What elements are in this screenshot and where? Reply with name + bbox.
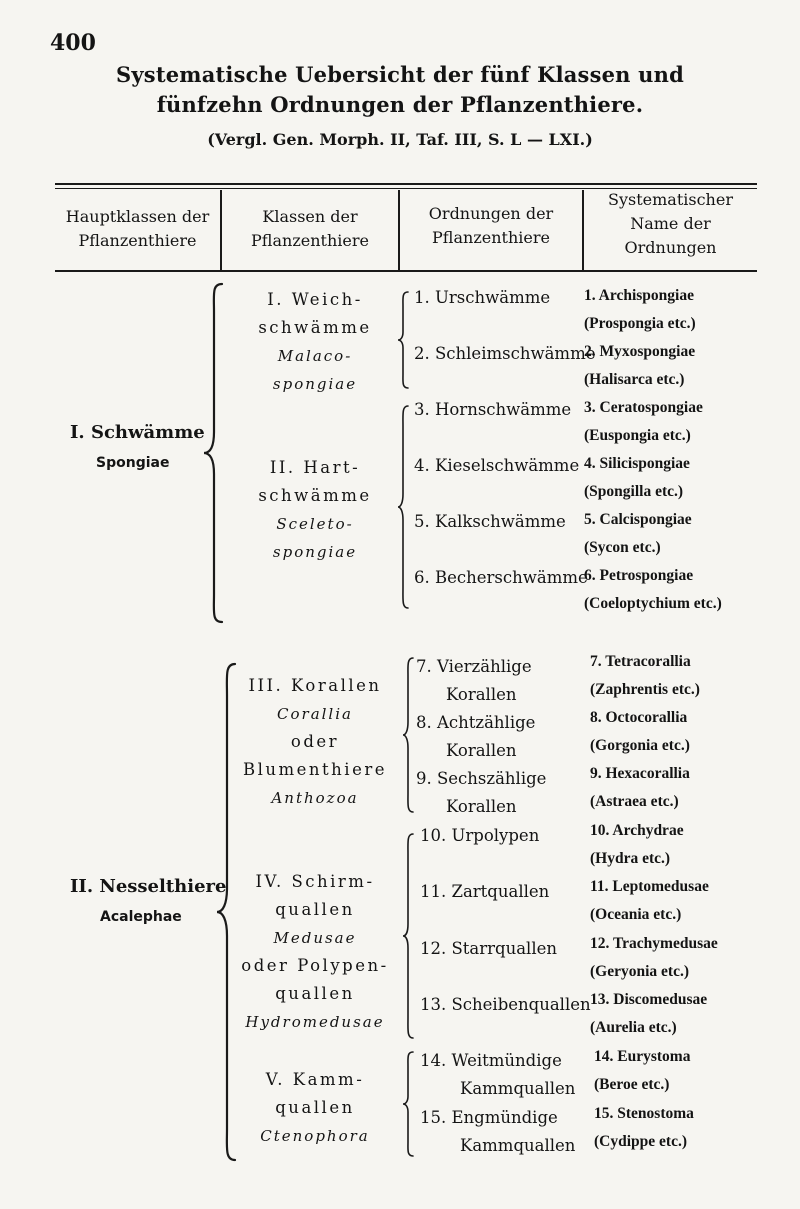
ordnung-11 xyxy=(420,878,549,906)
name-example: (Cydippe etc.) xyxy=(594,1133,687,1150)
name-main: 9. Hexacorallia xyxy=(590,765,690,782)
klasse-line: IV. Schirm- xyxy=(255,872,375,891)
name-main: 11. Leptomedusae xyxy=(590,878,709,895)
page-number: 400 xyxy=(50,30,96,56)
name-main: 6. Petrospongiae xyxy=(584,567,694,584)
name-example: (Astraea etc.) xyxy=(590,793,679,810)
ordnung-name: 6. Becherschwämme xyxy=(414,568,588,587)
klasse-line: quallen xyxy=(275,1098,355,1117)
klasse-line: schwämme xyxy=(258,486,372,505)
ordnung-5 xyxy=(414,508,566,536)
header-klassen xyxy=(222,205,398,253)
name-main: 5. Calcispongiae xyxy=(584,511,692,528)
name-3 xyxy=(584,394,703,450)
klasse-line: I. Weich- xyxy=(267,290,363,309)
ordnung-1 xyxy=(414,284,550,312)
name-11 xyxy=(590,873,709,929)
ordnung-name: 11. Zartquallen xyxy=(420,882,550,901)
klasse-line: quallen xyxy=(275,984,355,1003)
hauptklasse-latin: Acalephae xyxy=(100,909,182,925)
table-top-rule xyxy=(55,183,757,185)
klasse-line: II. Hart- xyxy=(269,458,361,477)
name-12 xyxy=(590,930,718,986)
name-main: 13. Discomedusae xyxy=(590,991,708,1008)
ordnung-name-cont: Korallen xyxy=(446,685,517,704)
klasse-weichschwaemme xyxy=(230,286,400,398)
name-4 xyxy=(584,450,690,506)
title-line-2: fünfzehn Ordnungen der Pflanzenthiere. xyxy=(156,92,644,117)
klasse-line: quallen xyxy=(275,900,355,919)
brace-klasse-1 xyxy=(396,290,412,390)
klasse-latin: Ctenophora xyxy=(260,1127,370,1145)
ordnung-12 xyxy=(420,935,557,963)
klasse-schirmquallen xyxy=(230,868,400,1036)
name-main: 15. Stenostoma xyxy=(594,1105,694,1122)
name-example: (Gorgonia etc.) xyxy=(590,737,690,754)
ordnung-name: 4. Kieselschwämme xyxy=(414,456,580,475)
name-example: (Oceania etc.) xyxy=(590,906,682,923)
ordnung-name-cont: Korallen xyxy=(446,741,517,760)
header-ordnungen-line-1: Ordnungen der xyxy=(428,204,554,223)
ordnung-6 xyxy=(414,564,588,592)
klasse-latin: Anthozoa xyxy=(271,789,359,807)
name-example: (Halisarca etc.) xyxy=(584,371,685,388)
klasse-korallen xyxy=(230,672,400,812)
brace-klasse-3 xyxy=(401,656,417,814)
ordnung-name: 10. Urpolypen xyxy=(420,826,540,845)
brace-klasse-5 xyxy=(401,1050,417,1158)
name-14 xyxy=(594,1043,690,1099)
klasse-latin: spongiae xyxy=(272,375,358,393)
ordnung-4 xyxy=(414,452,579,480)
name-main: 2. Myxospongiae xyxy=(584,343,696,360)
brace-klasse-2 xyxy=(396,404,412,610)
name-example: (Aurelia etc.) xyxy=(590,1019,677,1036)
ordnung-name: 2. Schleimschwämme xyxy=(414,344,596,363)
name-example: (Spongilla etc.) xyxy=(584,483,684,500)
klasse-line: V. Kamm- xyxy=(265,1070,365,1089)
name-9 xyxy=(590,760,690,816)
name-2 xyxy=(584,338,695,394)
ordnung-8 xyxy=(416,709,535,765)
klasse-latin: Malaco- xyxy=(277,347,353,365)
klasse-line: oder Polypen- xyxy=(241,956,389,975)
brace-klasse-4 xyxy=(401,832,417,1040)
name-13 xyxy=(590,986,707,1042)
klasse-line: oder xyxy=(290,732,340,751)
header-hauptklassen-line-2: Pflanzenthiere xyxy=(78,231,197,250)
name-10 xyxy=(590,817,684,873)
ordnung-name: 15. Engmündige xyxy=(420,1108,558,1127)
klasse-hartschwaemme xyxy=(230,454,400,566)
klasse-line: Blumenthiere xyxy=(242,760,388,779)
name-main: 12. Trachymedusae xyxy=(590,935,718,952)
ordnung-name: 12. Starrquallen xyxy=(420,939,558,958)
header-namen-line-2: Name der xyxy=(630,214,711,233)
brace-hauptklasse-1 xyxy=(200,282,230,624)
name-6 xyxy=(584,562,722,618)
klasse-line: schwämme xyxy=(258,318,372,337)
ordnung-name-cont: Kammquallen xyxy=(460,1136,576,1155)
ordnung-14 xyxy=(420,1047,575,1103)
header-namen-line-3: Ordnungen xyxy=(624,238,717,257)
klasse-latin: Hydromedusae xyxy=(245,1013,385,1031)
name-example: (Euspongia etc.) xyxy=(584,427,691,444)
klasse-kammquallen xyxy=(230,1066,400,1150)
hauptklasse-name: I. Schwämme xyxy=(70,422,205,443)
name-main: 1. Archispongiae xyxy=(584,287,694,304)
ordnung-name-cont: Korallen xyxy=(446,797,517,816)
header-klassen-line-2: Pflanzenthiere xyxy=(251,231,369,250)
title-line-1: Systematische Uebersicht der fünf Klassen und xyxy=(116,62,684,87)
reference-line: (Vergl. Gen. Morph. II, Taf. III, S. L — LXI.) xyxy=(207,130,593,149)
header-hauptklassen-line-1: Hauptklassen der xyxy=(65,207,210,226)
klasse-line: III. Korallen xyxy=(248,676,382,695)
ordnung-name: 1. Urschwämme xyxy=(414,288,551,307)
header-ordnungen xyxy=(400,202,582,250)
ordnung-name: 5. Kalkschwämme xyxy=(414,512,566,531)
name-main: 14. Eurystoma xyxy=(594,1048,691,1065)
hauptklasse-nesselthiere xyxy=(70,876,226,925)
header-hauptklassen xyxy=(55,205,220,253)
header-bottom-rule xyxy=(55,270,757,272)
ordnung-name: 3. Hornschwämme xyxy=(414,400,572,419)
ordnung-name: 7. Vierzählige xyxy=(416,657,532,676)
klasse-latin: Medusae xyxy=(273,929,357,947)
ordnung-9 xyxy=(416,765,546,821)
name-15 xyxy=(594,1100,694,1156)
name-main: 3. Ceratospongiae xyxy=(584,399,703,416)
name-example: (Geryonia etc.) xyxy=(590,963,689,980)
ordnung-name: 13. Scheibenquallen xyxy=(420,995,591,1014)
name-example: (Prospongia etc.) xyxy=(584,315,696,332)
ordnung-name: 9. Sechszählige xyxy=(416,769,547,788)
ordnung-3 xyxy=(414,396,571,424)
name-1 xyxy=(584,282,696,338)
klasse-latin: Sceleto- xyxy=(276,515,354,533)
name-example: (Coeloptychium etc.) xyxy=(584,595,722,612)
hauptklasse-schwaemme xyxy=(70,422,205,471)
header-ordnungen-line-2: Pflanzenthiere xyxy=(432,228,550,247)
header-klassen-line-1: Klassen der xyxy=(262,207,358,226)
name-main: 7. Tetracorallia xyxy=(590,653,691,670)
ordnung-name-cont: Kammquallen xyxy=(460,1079,576,1098)
ordnung-2 xyxy=(414,340,595,368)
header-namen xyxy=(584,188,757,260)
ordnung-10 xyxy=(420,822,539,850)
hauptklasse-latin: Spongiae xyxy=(96,455,170,471)
name-7 xyxy=(590,648,700,704)
ordnung-name: 8. Achtzählige xyxy=(416,713,536,732)
name-example: (Zaphrentis etc.) xyxy=(590,681,700,698)
klasse-latin: Corallia xyxy=(277,705,353,723)
ordnung-7 xyxy=(416,653,532,709)
name-example: (Hydra etc.) xyxy=(590,850,671,867)
name-5 xyxy=(584,506,692,562)
name-main: 10. Archydrae xyxy=(590,822,684,839)
name-example: (Sycon etc.) xyxy=(584,539,661,556)
klasse-latin: spongiae xyxy=(272,543,358,561)
name-8 xyxy=(590,704,690,760)
name-main: 4. Silicispongiae xyxy=(584,455,690,472)
ordnung-15 xyxy=(420,1104,575,1160)
name-main: 8. Octocorallia xyxy=(590,709,688,726)
ordnung-13 xyxy=(420,991,591,1019)
hauptklasse-name: II. Nesselthiere xyxy=(70,876,227,897)
ordnung-name: 14. Weitmündige xyxy=(420,1051,562,1070)
name-example: (Beroe etc.) xyxy=(594,1076,670,1093)
header-namen-line-1: Systematischer xyxy=(608,190,733,209)
